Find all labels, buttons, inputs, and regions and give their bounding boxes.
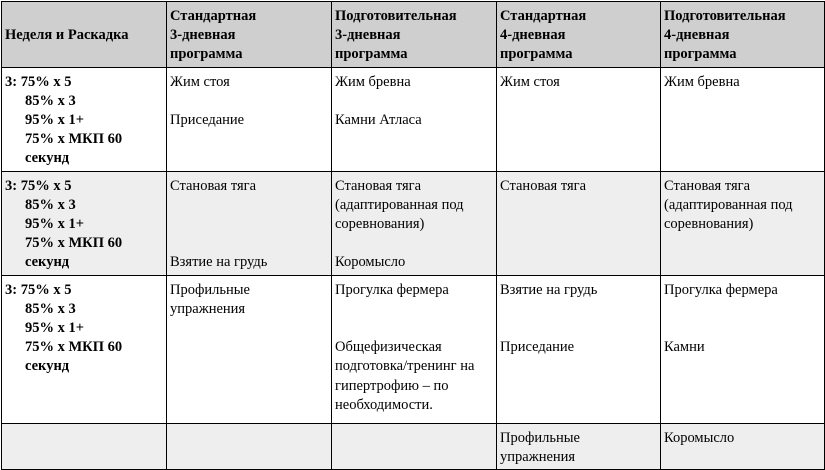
training-program-table bbox=[1, 1, 825, 470]
prep-4-day-cell: Становая тяга (адаптированная под соревнования) bbox=[661, 171, 825, 275]
standard-4-day-cell: Профильные упражнения bbox=[497, 423, 661, 469]
scheme-cell bbox=[2, 423, 167, 469]
prep-3-day-cell: Становая тяга (адаптированная под соревнования) Коромысло bbox=[332, 171, 497, 275]
prep-3-day-cell: Жим бревна Камни Атласа bbox=[332, 67, 497, 171]
prep-3-day-cell bbox=[332, 423, 497, 469]
table-row bbox=[2, 67, 825, 171]
standard-3-day-cell: Жим стоя Приседание bbox=[167, 67, 332, 171]
standard-4-day-cell: Жим стоя bbox=[497, 67, 661, 171]
standard-3-day-cell: Профильные упражнения bbox=[167, 275, 332, 423]
standard-3-day-cell: Становая тяга Взятие на грудь bbox=[167, 171, 332, 275]
scheme-cell: 3: 75% х 5 85% х 3 95% х 1+ 75% х МКП 60 секунд bbox=[2, 67, 167, 171]
header-prep-3-day: Подготовительная 3-дневная программа bbox=[332, 2, 497, 68]
header-standard-4-day: Стандартная 4-дневная программа bbox=[497, 2, 661, 68]
scheme-cell: 3: 75% х 5 85% х 3 95% х 1+ 75% х МКП 60 секунд bbox=[2, 171, 167, 275]
header-prep-4-day: Подготовительная 4-дневная программа bbox=[661, 2, 825, 68]
table-row bbox=[2, 275, 825, 423]
table-row bbox=[2, 171, 825, 275]
prep-4-day-cell: Жим бревна bbox=[661, 67, 825, 171]
table-row bbox=[2, 423, 825, 469]
header-week-scheme: Неделя и Раскадка bbox=[2, 2, 167, 68]
prep-4-day-cell: Коромысло bbox=[661, 423, 825, 469]
standard-4-day-cell: Становая тяга bbox=[497, 171, 661, 275]
scheme-cell: 3: 75% х 5 85% х 3 95% х 1+ 75% х МКП 60 секунд bbox=[2, 275, 167, 423]
header-row bbox=[2, 2, 825, 68]
standard-3-day-cell bbox=[167, 423, 332, 469]
prep-4-day-cell: Прогулка фермера Камни bbox=[661, 275, 825, 423]
prep-3-day-cell: Прогулка фермера Общефизическая подготовка/тренинг на гипертрофию – по необходимости. bbox=[332, 275, 497, 423]
header-standard-3-day: Стандартная 3-дневная программа bbox=[167, 2, 332, 68]
standard-4-day-cell: Взятие на грудь Приседание bbox=[497, 275, 661, 423]
